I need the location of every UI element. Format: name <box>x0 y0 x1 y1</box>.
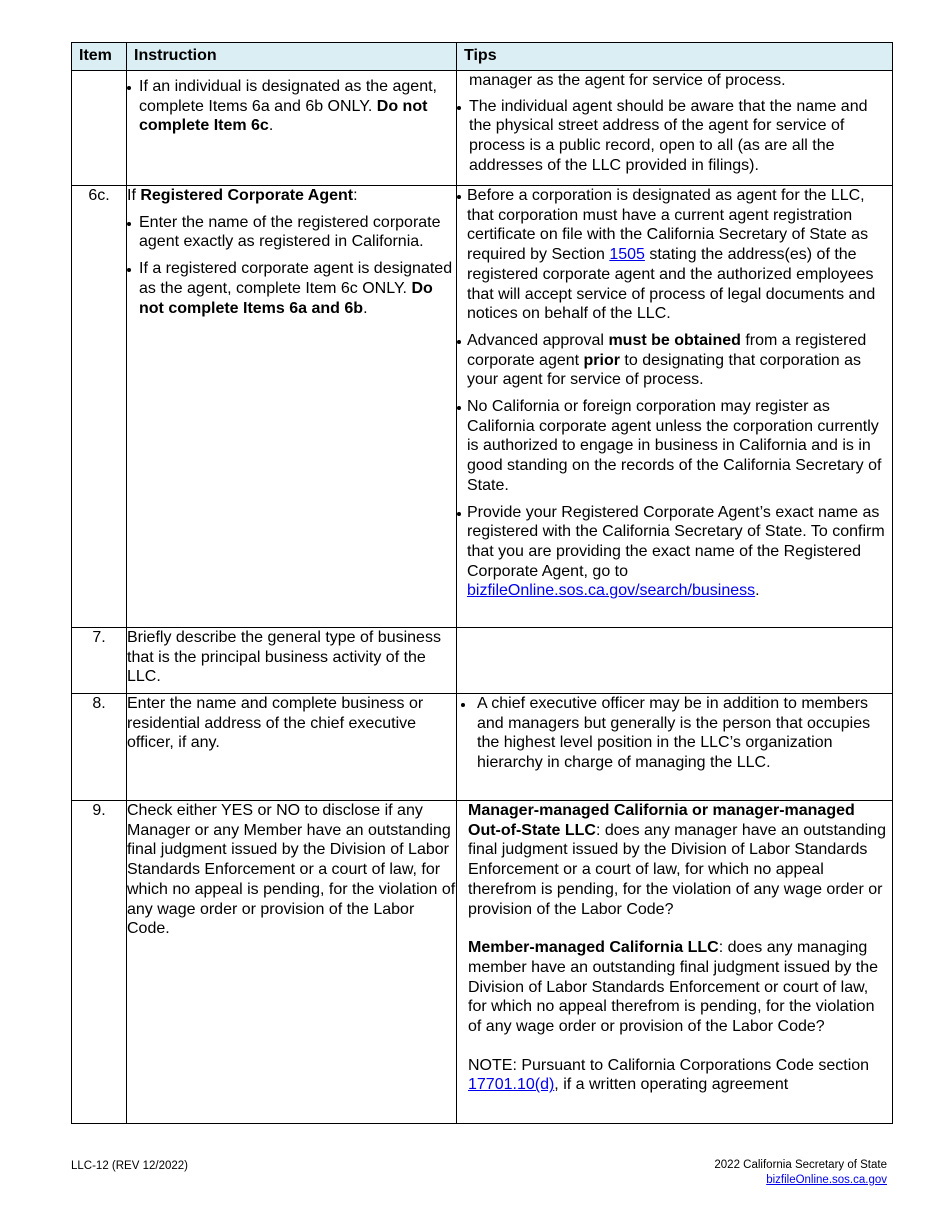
table-header-row <box>72 43 893 71</box>
item-number <box>72 71 127 186</box>
tips-list <box>457 97 892 176</box>
section-1505-link[interactable]: 1505 <box>609 246 645 264</box>
tips-cell <box>457 694 893 801</box>
table-row <box>72 186 893 628</box>
tip-paragraph-manager-managed: Manager-managed California or manager-managed Out-of-State LLC: does any manager have an outstanding final judgment issued by the Division of Labor Standards Enforcement or a court of law, for which no appeal therefrom is pending, for the violation of any wage order or provision of the Labor Code? <box>468 802 886 918</box>
instruction-list <box>127 213 456 319</box>
instruction-bullet: Enter the name of the registered corporate agent exactly as registered in California. <box>127 213 456 252</box>
instruction-cell <box>127 71 457 186</box>
instruction-list <box>127 77 456 136</box>
tip-bullet: The individual agent should be aware that the name and the physical street address of the agent for service of process is a public record, open to all (as are all the addresses of the LLC provided in filings). <box>457 97 892 176</box>
tips-list <box>457 694 892 773</box>
item-number: 9. <box>72 801 127 1124</box>
tips-cell <box>457 628 893 694</box>
instruction-cell: Enter the name and complete business or residential address of the chief executive officer, if any. <box>127 694 457 801</box>
tip-paragraph-member-managed: Member-managed California LLC: does any managing member have an outstanding final judgment issued by the Division of Labor Standards Enforcement or court of law, for which no appeal therefrom is pending, for the violation of any wage order or provision of the Labor Code? <box>468 939 879 1036</box>
item-number: 7. <box>72 628 127 694</box>
table-row <box>72 801 893 1124</box>
form-id: LLC-12 (REV 12/2022) <box>71 1160 188 1172</box>
section-17701-link[interactable]: 17701.10(d) <box>468 1076 555 1094</box>
instruction-intro: If Registered Corporate Agent: <box>127 187 358 204</box>
column-header-instruction: Instruction <box>127 43 457 71</box>
tips-list <box>457 186 892 601</box>
instruction-bullet: If a registered corporate agent is designated as the agent, complete Item 6c ONLY. Do not complete Items 6a and 6b. <box>127 259 456 318</box>
table-row <box>72 628 893 694</box>
tip-bullet: No California or foreign corporation may register as California corporate agent unless the corporation currently is authorized to engage in business in California and is in good standing on the records of the California Secretary of State. <box>457 397 892 496</box>
emphasis-text: Do not complete Items 6a and 6b <box>139 279 433 317</box>
instructions-table <box>71 42 893 1124</box>
tips-cell <box>457 801 893 1124</box>
instruction-cell: Check either YES or NO to disclose if any Manager or any Member have an outstanding final judgment issued by the Division of Labor Standards Enforcement or a court of law, for which no appeal is pending, for the violation of any wage order or provision of the Labor Code. <box>127 801 457 1124</box>
table-row <box>72 71 893 186</box>
copyright-text: 2022 California Secretary of State <box>714 1159 887 1171</box>
tip-bullet: A chief executive officer may be in addition to members and managers but generally is the person that occupies the highest level position in the LLC’s organization hierarchy in charge of managing the LLC. <box>457 694 892 773</box>
tips-cell <box>457 186 893 628</box>
item-number: 8. <box>72 694 127 801</box>
footer-credits <box>714 1158 887 1188</box>
instruction-bullet: If an individual is designated as the agent, complete Items 6a and 6b ONLY. Do not complete Item 6c. <box>127 77 456 136</box>
bizfile-website-link[interactable]: bizfileOnline.sos.ca.gov <box>766 1174 887 1186</box>
tip-paragraph-note: NOTE: Pursuant to California Corporations Code section 17701.10(d), if a written operating agreement <box>468 1056 870 1094</box>
tip-bullet: Before a corporation is designated as agent for the LLC, that corporation must have a current agent registration certificate on file with the California Secretary of State as required by Section 1505 stating the address(es) of the registered corporate agent and the authorized employees that will accept service of process of legal documents and notices on behalf of the LLC. <box>457 186 892 324</box>
table-row <box>72 694 893 801</box>
emphasis-text: Do not complete Item 6c <box>139 97 428 135</box>
tip-bullet: Advanced approval must be obtained from a registered corporate agent prior to designating that corporation as your agent for service of process. <box>457 331 892 390</box>
column-header-item: Item <box>72 43 127 71</box>
tips-cell <box>457 71 893 186</box>
instruction-cell <box>127 186 457 628</box>
tip-bullet: Provide your Registered Corporate Agent’s exact name as registered with the California Secretary of State. To confirm that you are providing the exact name of the Registered Corporate Agent, go to bizfileOnline.sos.ca.gov/search/business. <box>457 503 892 602</box>
item-number: 6c. <box>72 186 127 628</box>
column-header-tips: Tips <box>457 43 893 71</box>
tip-continuation: manager as the agent for service of process. <box>469 72 786 89</box>
bizfile-search-link[interactable]: bizfileOnline.sos.ca.gov/search/business <box>467 582 756 600</box>
instruction-cell: Briefly describe the general type of business that is the principal business activity of the LLC. <box>127 628 457 694</box>
